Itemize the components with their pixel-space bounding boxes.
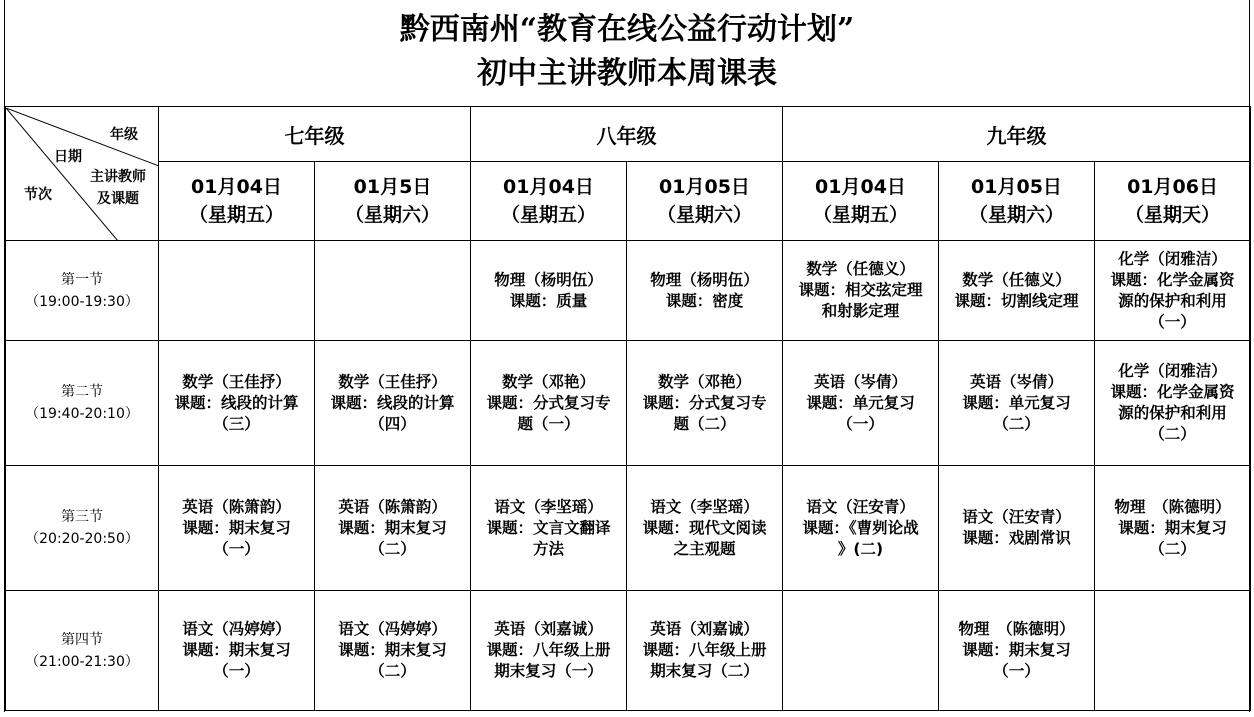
lesson-line: 语文（冯婷婷） <box>182 620 291 638</box>
lesson-line: 语文（李坚瑶） <box>650 497 759 516</box>
weekday-text: （星期六） <box>968 204 1064 226</box>
lesson-cell <box>1095 341 1251 466</box>
lesson-line: 课题：化学金属资 <box>1110 270 1235 289</box>
lesson-line: 英语（岑倩） <box>813 372 907 391</box>
lesson-line: 化学（闭雅洁） <box>1118 362 1227 380</box>
lesson-line: （四） <box>369 414 416 433</box>
grade-header-8: 八年级 <box>471 107 783 162</box>
lesson-cell <box>939 341 1095 466</box>
lesson-cell <box>627 241 783 341</box>
lesson-cell <box>315 466 471 591</box>
schedule-sheet <box>4 0 1250 712</box>
lesson-cell <box>783 341 939 466</box>
lesson-line: 题（二） <box>673 414 736 433</box>
corner-teacher-label-line1: 主讲教师 <box>90 168 146 185</box>
date-text: 01月05日 <box>659 176 750 198</box>
lesson-line: 语文（李坚瑶） <box>494 497 603 516</box>
lesson-line: 课题：分式复习专 <box>642 393 767 412</box>
lesson-line: （三） <box>213 414 260 433</box>
lesson-line: 数学（邓艳） <box>657 372 751 391</box>
period-name: 第二节 <box>61 384 103 400</box>
period-name: 第一节 <box>61 271 103 288</box>
lesson-cell <box>939 241 1095 341</box>
date-header-row <box>6 162 1251 241</box>
lesson-cell <box>315 241 471 341</box>
lesson-cell <box>1095 466 1251 591</box>
weekday-text: （星期五） <box>812 204 908 226</box>
lesson-line: 课题：期末复习 <box>182 641 291 659</box>
lesson-line: 物理（杨明伍） <box>494 270 603 289</box>
lesson-line: 课题：八年级上册 <box>642 641 767 659</box>
grade-header-row <box>6 107 1251 162</box>
corner-teacher-label-line2: 及课题 <box>97 190 139 207</box>
lesson-line: 英语（岑倩） <box>969 372 1063 391</box>
lesson-cell <box>627 591 783 711</box>
lesson-line: 课题：质量 <box>509 291 588 310</box>
lesson-line: 课题：单元复习 <box>806 393 915 412</box>
lesson-line: 课题：相交弦定理 <box>798 281 923 299</box>
lesson-line: 和射影定理 <box>821 302 900 320</box>
lesson-cell <box>783 591 939 711</box>
period-row <box>6 341 1251 466</box>
corner-date-label: 日期 <box>54 148 82 165</box>
date-header-cell <box>1095 162 1251 241</box>
lesson-line: 课题：戏剧常识 <box>962 529 1071 547</box>
period-row <box>6 241 1251 341</box>
lesson-cell <box>159 591 315 711</box>
period-time: （21:00-21:30） <box>25 653 139 670</box>
lesson-line: 》(二) <box>837 539 884 558</box>
lesson-line: 课题：线段的计算 <box>330 393 455 412</box>
lesson-cell <box>471 341 627 466</box>
lesson-line: 源的保护和利用 <box>1118 404 1227 422</box>
lesson-line: 之主观题 <box>673 539 736 558</box>
title-area <box>5 0 1249 107</box>
lesson-line: 课题：化学金属资 <box>1110 383 1235 401</box>
corner-teacher-label <box>82 166 154 210</box>
lesson-cell <box>627 341 783 466</box>
lesson-line: 数学（王佳抒） <box>338 372 447 391</box>
lesson-line: 英语（刘嘉诚） <box>650 620 759 638</box>
lesson-line: （二） <box>1149 539 1196 558</box>
period-row <box>6 466 1251 591</box>
corner-period-label: 节次 <box>24 186 52 203</box>
lesson-line: （一） <box>993 662 1040 680</box>
lesson-line: 课题：《曹刿论战 <box>802 518 919 537</box>
lesson-line: 课题：分式复习专 <box>486 393 611 412</box>
period-name: 第三节 <box>61 509 103 525</box>
lesson-cell <box>939 591 1095 711</box>
lesson-line: 课题：现代文阅读 <box>642 518 767 537</box>
lesson-line: 课题：期末复习 <box>962 641 1071 659</box>
lesson-line: （二） <box>993 414 1040 433</box>
lesson-cell <box>627 466 783 591</box>
date-header-cell <box>627 162 783 241</box>
lesson-line: （一） <box>213 539 260 558</box>
lesson-line: 课题：期末复习 <box>182 518 291 537</box>
lesson-line: 物理 （陈德明） <box>1114 497 1231 516</box>
lesson-line: 语文（汪安青） <box>806 497 915 516</box>
date-header-cell <box>939 162 1095 241</box>
lesson-line: 方法 <box>532 539 564 558</box>
lesson-line: 课题：期末复习 <box>338 518 447 537</box>
lesson-line: 数学（邓艳） <box>501 372 595 391</box>
weekday-text: （星期六） <box>344 204 440 226</box>
lesson-line: 数学（王佳抒） <box>182 372 291 391</box>
lesson-line: 物理（杨明伍） <box>650 270 759 289</box>
lesson-line: 课题：单元复习 <box>962 393 1071 412</box>
lesson-line: 课题：文言文翻译 <box>486 518 611 537</box>
lesson-line: 英语（刘嘉诚） <box>494 620 603 638</box>
date-text: 01月04日 <box>191 176 282 198</box>
corner-header-cell <box>6 107 159 241</box>
lesson-cell <box>315 591 471 711</box>
corner-grade-label: 年级 <box>110 126 138 143</box>
lesson-line: 物理 （陈德明） <box>958 620 1075 638</box>
lesson-cell <box>1095 241 1251 341</box>
lesson-line: 课题：线段的计算 <box>174 393 299 412</box>
lesson-line: 期末复习（一） <box>494 662 603 680</box>
period-cell <box>6 591 159 711</box>
lesson-line: 课题：八年级上册 <box>486 641 611 659</box>
lesson-line: 数学（任德义） <box>806 260 915 278</box>
lesson-line: 化学（闭雅洁） <box>1118 249 1227 268</box>
date-header-cell <box>471 162 627 241</box>
lesson-cell <box>159 466 315 591</box>
lesson-line: 期末复习（二） <box>650 662 759 680</box>
lesson-line: 课题：期末复习 <box>1118 518 1227 537</box>
date-text: 01月04日 <box>815 176 906 198</box>
lesson-line: （一） <box>837 414 884 433</box>
lesson-cell <box>315 341 471 466</box>
lesson-cell <box>471 591 627 711</box>
lesson-line: 英语（陈箫韵） <box>182 497 291 516</box>
period-name: 第四节 <box>61 631 103 648</box>
lesson-line: 源的保护和利用 <box>1118 291 1227 310</box>
period-cell <box>6 341 159 466</box>
lesson-cell <box>471 466 627 591</box>
period-cell <box>6 241 159 341</box>
grade-header-7: 七年级 <box>159 107 471 162</box>
lesson-line: 题（一） <box>517 414 580 433</box>
weekday-text: （星期天） <box>1125 204 1221 226</box>
date-header-cell <box>783 162 939 241</box>
date-text: 01月5日 <box>353 176 432 198</box>
lesson-line: 课题：切割线定理 <box>954 291 1079 310</box>
lesson-line: 英语（陈箫韵） <box>338 497 447 516</box>
date-text: 01月04日 <box>503 176 594 198</box>
lesson-line: （一） <box>213 662 260 680</box>
period-cell <box>6 466 159 591</box>
lesson-line: 课题：期末复习 <box>338 641 447 659</box>
weekday-text: （星期六） <box>656 204 752 226</box>
lesson-cell <box>1095 591 1251 711</box>
grade-header-9: 九年级 <box>783 107 1251 162</box>
lesson-line: （二） <box>369 662 416 680</box>
lesson-line: 语文（冯婷婷） <box>338 620 447 638</box>
date-text: 01月06日 <box>1127 176 1218 198</box>
lesson-line: （一） <box>1149 312 1196 331</box>
lesson-cell <box>159 241 315 341</box>
weekday-text: （星期五） <box>500 204 596 226</box>
lesson-cell <box>783 466 939 591</box>
schedule-table <box>5 106 1251 711</box>
lesson-cell <box>783 241 939 341</box>
page-title: 黔西南州“教育在线公益行动计划” <box>399 12 855 47</box>
lesson-cell <box>939 466 1095 591</box>
period-time: （19:00-19:30） <box>25 293 139 310</box>
lesson-line: （二） <box>369 539 416 558</box>
date-header-cell <box>159 162 315 241</box>
period-time: （20:20-20:50） <box>25 531 139 547</box>
lesson-line: 语文（汪安青） <box>962 508 1071 526</box>
date-text: 01月05日 <box>971 176 1062 198</box>
weekday-text: （星期五） <box>188 204 284 226</box>
lesson-line: （二） <box>1149 425 1196 443</box>
period-row <box>6 591 1251 711</box>
lesson-cell <box>159 341 315 466</box>
lesson-cell <box>471 241 627 341</box>
period-time: （19:40-20:10） <box>25 406 139 422</box>
lesson-line: 数学（任德义） <box>962 270 1071 289</box>
date-header-cell <box>315 162 471 241</box>
lesson-line: 课题：密度 <box>665 291 744 310</box>
page-subtitle: 初中主讲教师本周课表 <box>477 56 777 91</box>
